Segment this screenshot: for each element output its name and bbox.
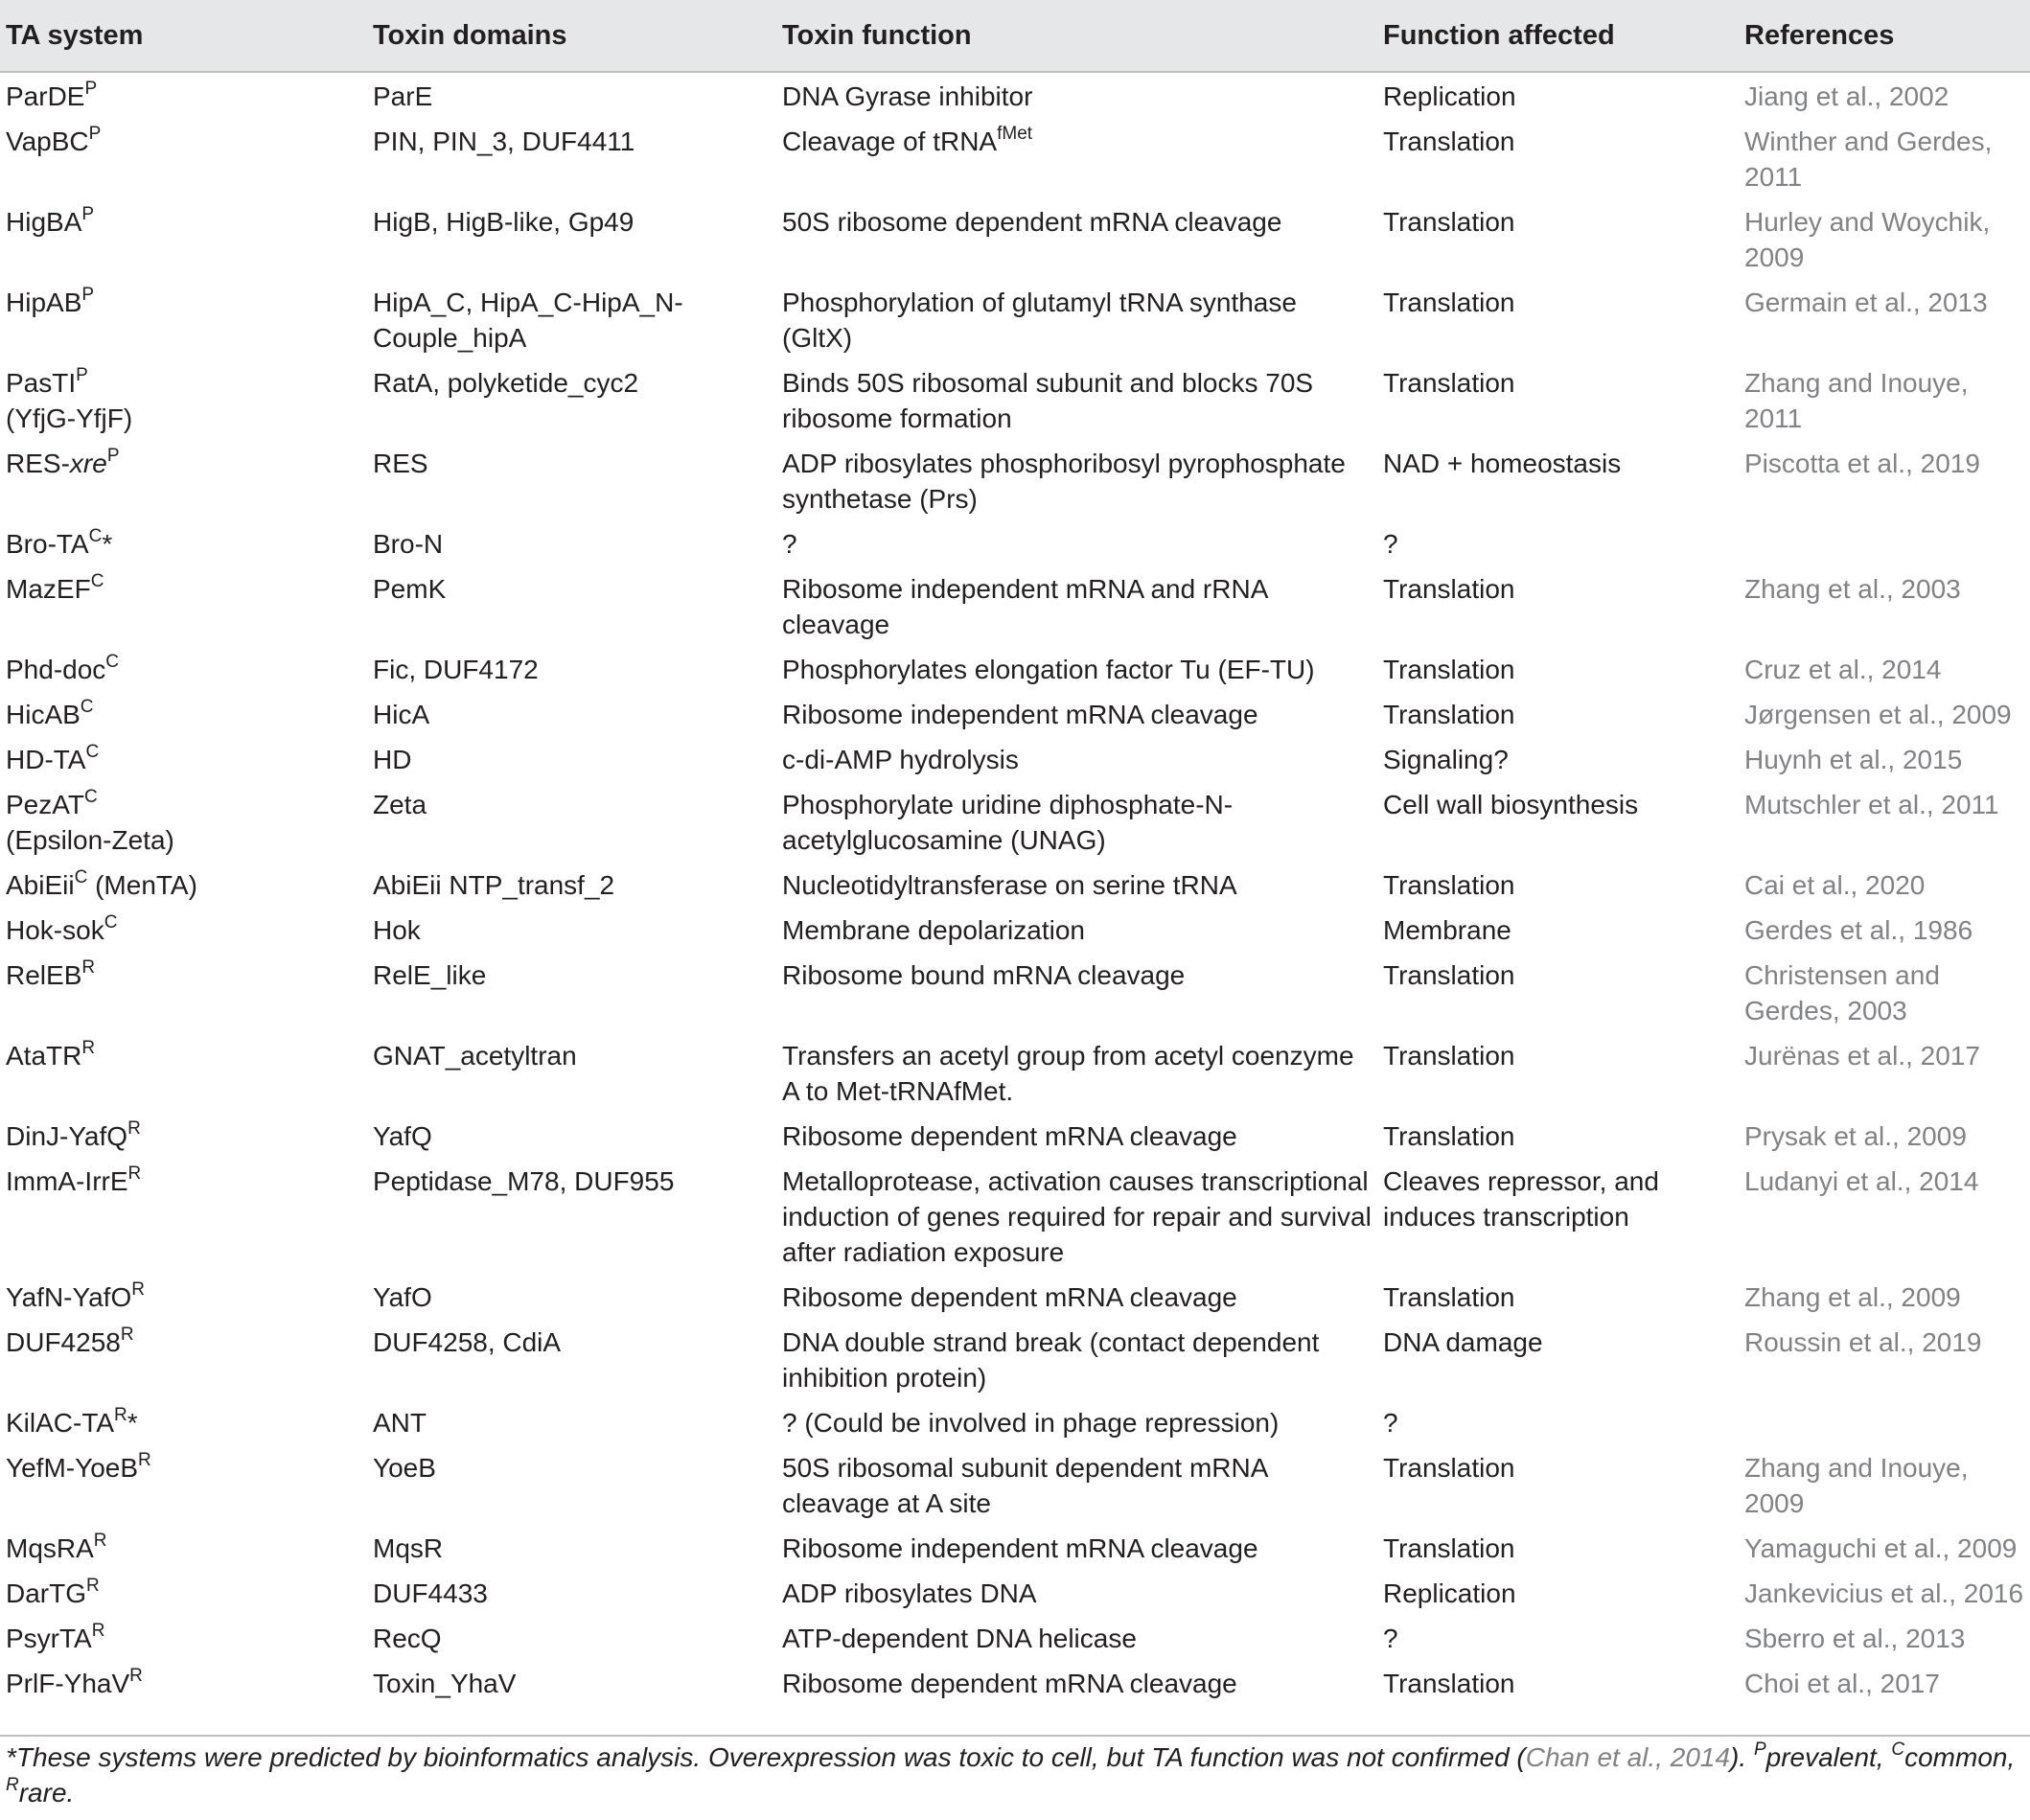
cell-reference[interactable]: Zhang and Inouye, 2011 [1744,368,1969,433]
table-row [0,1615,2030,1660]
table-row [0,1319,2030,1399]
ta-system-name: DUF4258 [6,1327,121,1357]
footnote-p-text: prevalent, [1765,1742,1892,1772]
footnote-c-mark: C [1891,1739,1905,1760]
cell-ta-system [0,198,367,279]
cell-toxin-function [776,1615,1377,1660]
cell-function-affected: Translation [1383,655,1515,684]
cell-function-affected: Translation [1383,870,1515,900]
table-row [0,1158,2030,1274]
cell-ta-system [0,1158,367,1274]
footnote-p-mark: P [1753,1739,1766,1760]
prevalence-mark: C [88,525,103,546]
cell-toxin-function [776,1158,1377,1274]
cell-reference[interactable] [1739,520,2030,565]
table-row [0,907,2030,952]
table-row [0,520,2030,565]
cell-function-affected: Translation [1383,207,1515,237]
cell-toxin-function [776,691,1377,736]
toxin-function-text: Phosphorylate uridine diphosphate-N-acetylglucosamine (UNAG) [782,790,1234,855]
cell-reference[interactable]: Jørgensen et al., 2009 [1744,700,2012,729]
cell-toxin-domains: Fic, DUF4172 [373,655,539,684]
cell-reference[interactable]: Jiang et al., 2002 [1744,81,1949,111]
cell-ta-system [0,736,367,781]
ta-system-name: AbiEii [6,870,75,900]
table-row [0,862,2030,907]
toxin-function-text: Ribosome dependent mRNA cleavage [782,1282,1237,1312]
footnote-citation[interactable]: Chan et al., 2014 [1525,1742,1731,1772]
ta-system-name: PrlF-YhaV [6,1669,130,1698]
cell-ta-system [0,1032,367,1113]
toxin-function-text: Membrane depolarization [782,915,1085,945]
cell-ta-system [0,1444,367,1525]
table-row [0,1274,2030,1319]
cell-function-affected: Translation [1383,1282,1515,1312]
cell-function-affected: Translation [1383,368,1515,398]
cell-function-affected: Translation [1383,1533,1515,1563]
cell-reference[interactable]: Cai et al., 2020 [1744,870,1926,900]
cell-reference[interactable]: Ludanyi et al., 2014 [1744,1166,1979,1196]
cell-reference[interactable]: Mutschler et al., 2011 [1744,790,1999,819]
ta-system-name: Hok-sok [6,915,104,945]
toxin-function-text: Ribosome independent mRNA cleavage [782,700,1258,729]
ta-system-suffix: * [102,529,113,559]
toxin-function-text: 50S ribosomal subunit dependent mRNA cleavage at A site [782,1453,1267,1518]
cell-function-affected: Signaling? [1383,745,1509,774]
cell-toxin-function [776,359,1377,440]
cell-toxin-domains: RelE_like [373,960,487,990]
prevalence-mark: R [131,1279,145,1300]
toxin-function-text: ATP-dependent DNA helicase [782,1624,1137,1653]
cell-reference[interactable]: Germain et al., 2013 [1744,288,1988,317]
cell-reference[interactable] [1739,1399,2030,1444]
cell-ta-system [0,440,367,520]
prevalence-mark: P [81,284,95,305]
toxin-function-text: ? [782,529,797,559]
ta-system-name: HipAB [6,288,82,317]
cell-toxin-function [776,907,1377,952]
prevalence-mark: R [81,1037,96,1058]
cell-toxin-domains: MqsR [373,1533,444,1563]
toxin-function-text: Ribosome independent mRNA and rRNA cleavage [782,574,1267,639]
table-row [0,1113,2030,1158]
toxin-function-text: Transfers an acetyl group from acetyl coenzyme A to Met-tRNAfMet. [782,1041,1354,1106]
cell-toxin-function [776,1525,1377,1570]
cell-reference[interactable]: Choi et al., 2017 [1744,1669,1940,1698]
cell-ta-system [0,1274,367,1319]
ta-system-name: PasTI [6,368,77,398]
prevalence-mark: P [106,445,120,466]
prevalence-mark: P [76,364,88,385]
cell-toxin-domains: HipA_C, HipA_C-HipA_N-Couple_hipA [373,288,683,353]
cell-function-affected: Translation [1383,700,1515,729]
ta-system-name: ImmA-IrrE [6,1166,128,1196]
cell-toxin-domains: AbiEii NTP_transf_2 [373,870,615,900]
table-row [0,952,2030,1032]
toxin-function-text: c-di-AMP hydrolysis [782,745,1019,774]
ta-system-suffix: (MenTA) [87,870,197,900]
cell-toxin-domains: PIN, PIN_3, DUF4411 [373,127,635,156]
cell-toxin-function [776,72,1377,118]
prevalence-mark: R [93,1530,107,1551]
ta-system-name: PezAT [6,790,84,819]
cell-toxin-domains: DUF4258, CdiA [373,1327,562,1357]
ta-system-name: AtaTR [6,1041,82,1071]
cell-toxin-domains: ParE [373,81,433,111]
cell-function-affected: ? [1383,529,1398,559]
table-bottom-rule [0,1735,2030,1737]
prevalence-mark: P [88,123,102,144]
table-row [0,359,2030,440]
cell-toxin-function [776,646,1377,691]
table-footnote [6,1739,2018,1810]
cell-function-affected: NAD + homeostasis [1383,449,1622,478]
cell-ta-system [0,359,367,440]
cell-ta-system [0,952,367,1032]
toxin-function-text: ADP ribosylates phosphoribosyl pyrophosphate synthetase (Prs) [782,449,1346,514]
cell-reference[interactable]: Yamaguchi et al., 2009 [1744,1533,2018,1563]
cell-reference[interactable]: Piscotta et al., 2019 [1744,449,1980,478]
table-row [0,72,2030,118]
cell-ta-system [0,1319,367,1399]
ta-system-suffix: * [127,1408,138,1438]
cell-toxin-function [776,1274,1377,1319]
prevalence-mark: C [90,570,104,591]
toxin-function-text: Ribosome dependent mRNA cleavage [782,1121,1237,1151]
cell-reference[interactable]: Gerdes et al., 1986 [1744,915,1973,945]
cell-toxin-domains: Toxin_YhaV [373,1669,517,1698]
prevalence-mark: C [74,866,88,887]
cell-function-affected: Translation [1383,1121,1515,1151]
ta-system-name: MazEF [6,574,91,604]
toxin-function-text: Nucleotidyltransferase on serine tRNA [782,870,1237,900]
toxin-function-text: Metalloprotease, activation causes transcriptional induction of genes required for repair and survival after radiation exposure [782,1166,1372,1267]
table-row [0,118,2030,198]
cell-reference[interactable]: Huynh et al., 2015 [1744,745,1963,774]
cell-toxin-function [776,279,1377,359]
cell-function-affected: Translation [1383,1041,1515,1071]
cell-reference[interactable]: Cruz et al., 2014 [1744,655,1942,684]
cell-function-affected: Translation [1383,127,1515,156]
cell-toxin-function [776,1570,1377,1615]
cell-toxin-domains: Zeta [373,790,427,819]
prevalence-mark: R [120,1324,134,1345]
cell-toxin-function [776,198,1377,279]
cell-function-affected: DNA damage [1383,1327,1543,1357]
cell-function-affected: Membrane [1383,915,1511,945]
toxin-function-text: DNA Gyrase inhibitor [782,81,1033,111]
cell-toxin-domains: HicA [373,700,430,729]
ta-system-name: YefM-YoeB [6,1453,139,1483]
cell-ta-system [0,279,367,359]
prevalence-mark: R [91,1620,105,1641]
cell-function-affected: ? [1383,1408,1398,1438]
ta-system-name: PsyrTA [6,1624,92,1653]
cell-toxin-domains: YafO [373,1282,432,1312]
cell-toxin-domains: DUF4433 [373,1578,488,1608]
cell-reference[interactable]: Zhang and Inouye, 2009 [1744,1453,1969,1518]
table-row [0,1444,2030,1525]
cell-toxin-function [776,1660,1377,1713]
footnote-c-text: common, [1904,1742,2016,1772]
cell-function-affected: Translation [1383,288,1515,317]
cell-toxin-domains: HigB, HigB-like, Gp49 [373,207,634,237]
cell-ta-system [0,1399,367,1444]
cell-ta-system [0,1525,367,1570]
table-header [0,0,2030,72]
cell-toxin-domains: Bro-N [373,529,444,559]
header-toxin-domains: Toxin domains [367,0,776,72]
toxin-function-text: DNA double strand break (contact dependent inhibition protein) [782,1327,1320,1393]
table-row [0,736,2030,781]
cell-ta-system [0,691,367,736]
footnote-text-after: ). [1730,1742,1754,1772]
toxin-function-text: Ribosome dependent mRNA cleavage [782,1669,1237,1698]
header-row [0,0,2030,72]
cell-reference[interactable]: Hurley and Woychik, 2009 [1744,207,1991,272]
ta-system-name: HigBA [6,207,82,237]
table-row [0,1660,2030,1713]
footnote-r-text: rare. [18,1778,75,1808]
toxin-function-text: ADP ribosylates DNA [782,1578,1037,1608]
toxin-function-text: Phosphorylates elongation factor Tu (EF-TU) [782,655,1315,684]
prevalence-mark: P [81,203,95,224]
cell-toxin-function [776,565,1377,646]
ta-system-name: RES- [6,449,70,478]
table-row [0,1032,2030,1113]
cell-toxin-function [776,520,1377,565]
cell-reference[interactable]: Christensen and Gerdes, 2003 [1744,960,1940,1025]
header-ta-system: TA system [0,0,367,72]
cell-function-affected: Translation [1383,1669,1515,1698]
cell-toxin-domains: RecQ [373,1624,442,1653]
toxin-function-text: Ribosome independent mRNA cleavage [782,1533,1258,1563]
cell-ta-system [0,72,367,118]
cell-reference[interactable]: Sberro et al., 2013 [1744,1624,1966,1653]
cell-ta-system [0,1615,367,1660]
table-row [0,781,2030,862]
cell-toxin-function [776,1444,1377,1525]
cell-toxin-function [776,1319,1377,1399]
cell-function-affected: Cleaves repressor, and induces transcription [1383,1166,1659,1232]
cell-toxin-domains: ANT [373,1408,427,1438]
cell-toxin-domains: YafQ [373,1121,432,1151]
cell-toxin-function [776,781,1377,862]
ta-system-name: RelEB [6,960,82,990]
cell-ta-system [0,1570,367,1615]
table-row [0,565,2030,646]
cell-reference[interactable]: Roussin et al., 2019 [1744,1327,1982,1357]
header-function-affected: Function affected [1377,0,1739,72]
prevalence-mark: C [85,741,100,762]
toxin-function-text: Binds 50S ribosomal subunit and blocks 70S ribosome formation [782,368,1314,433]
ta-system-name: VapBC [6,127,89,156]
toxin-function-text: Phosphorylation of glutamyl tRNA synthase (GltX) [782,288,1297,353]
prevalence-mark: R [86,1575,100,1596]
footnote-text: *These systems were predicted by bioinformatics analysis. Overexpression was toxic to cell, but TA function was not confirmed ( [6,1742,1526,1772]
toxin-function-text: 50S ribosome dependent mRNA cleavage [782,207,1282,237]
cell-function-affected: Translation [1383,574,1515,604]
cell-ta-system [0,565,367,646]
cell-reference[interactable]: Prysak et al., 2009 [1744,1121,1967,1151]
ta-system-name: Phd-doc [6,655,106,684]
ta-system-name: HD-TA [6,745,86,774]
cell-ta-system [0,646,367,691]
cell-toxin-function [776,736,1377,781]
ta-system-name: DarTG [6,1578,86,1608]
toxin-function-text: Ribosome bound mRNA cleavage [782,960,1186,990]
cell-function-affected: Replication [1383,81,1516,111]
ta-system-name: HicAB [6,700,81,729]
cell-toxin-function [776,1399,1377,1444]
header-references: References [1739,0,2030,72]
ta-system-alias: (Epsilon-Zeta) [6,825,174,855]
ta-system-name: YafN-YafO [6,1282,132,1312]
prevalence-mark: C [105,651,120,672]
cell-function-affected: ? [1383,1624,1398,1653]
cell-toxin-domains: YoeB [373,1453,436,1483]
ta-system-name: DinJ-YafQ [6,1121,128,1151]
cell-toxin-function [776,1113,1377,1158]
prevalence-mark: R [127,1117,141,1139]
cell-function-affected: Replication [1383,1578,1516,1608]
prevalence-mark: P [84,78,98,99]
prevalence-mark: R [81,956,96,978]
ta-system-alias: (YfjG-YfjF) [6,403,133,433]
cell-toxin-function [776,952,1377,1032]
footnote-r-mark: R [6,1774,19,1795]
table-row [0,1399,2030,1444]
cell-ta-system [0,862,367,907]
cell-toxin-domains: GNAT_acetyltran [373,1041,577,1071]
ta-system-name: MqsRA [6,1533,94,1563]
table-row [0,691,2030,736]
cell-toxin-function [776,440,1377,520]
toxin-function-sup: fMet [997,123,1033,144]
toxin-function-text: Cleavage of tRNA [782,127,998,156]
cell-ta-system [0,520,367,565]
cell-reference[interactable]: Jankevicius et al., 2016 [1744,1578,2024,1608]
ta-system-name: ParDE [6,81,85,111]
cell-reference[interactable]: Winther and Gerdes, 2011 [1744,127,1993,192]
table-row [0,1525,2030,1570]
table-row [0,646,2030,691]
cell-function-affected: Translation [1383,960,1515,990]
table-row [0,440,2030,520]
prevalence-mark: R [114,1404,127,1425]
cell-reference[interactable]: Zhang et al., 2009 [1744,1282,1961,1312]
ta-system-name: KilAC-TA [6,1408,115,1438]
ta-system-name: Bro-TA [6,529,89,559]
cell-function-affected: Cell wall biosynthesis [1383,790,1639,819]
cell-reference[interactable]: Zhang et al., 2003 [1744,574,1961,604]
cell-ta-system [0,907,367,952]
ta-system-name-italic: xre [69,449,107,478]
cell-reference[interactable]: Jurënas et al., 2017 [1744,1041,1980,1071]
prevalence-mark: C [104,911,118,933]
table-row [0,279,2030,359]
cell-toxin-function [776,118,1377,198]
toxin-function-text: ? (Could be involved in phage repression) [782,1408,1280,1438]
prevalence-mark: C [80,696,94,717]
table-body [0,72,2030,1713]
cell-toxin-domains: RatA, polyketide_cyc2 [373,368,639,398]
prevalence-mark: R [138,1449,151,1470]
cell-toxin-domains: PemK [373,574,447,604]
header-toxin-function: Toxin function [776,0,1377,72]
cell-ta-system [0,781,367,862]
cell-toxin-function [776,1032,1377,1113]
prevalence-mark: C [83,786,98,807]
prevalence-mark: R [127,1163,142,1184]
cell-ta-system [0,118,367,198]
cell-toxin-domains: Peptidase_M78, DUF955 [373,1166,675,1196]
cell-ta-system [0,1113,367,1158]
table-row [0,198,2030,279]
cell-toxin-domains: RES [373,449,428,478]
cell-toxin-domains: HD [373,745,412,774]
prevalence-mark: R [129,1665,143,1686]
cell-ta-system [0,1660,367,1713]
cell-function-affected: Translation [1383,1453,1515,1483]
cell-toxin-domains: Hok [373,915,421,945]
cell-toxin-function [776,862,1377,907]
table-row [0,1570,2030,1615]
